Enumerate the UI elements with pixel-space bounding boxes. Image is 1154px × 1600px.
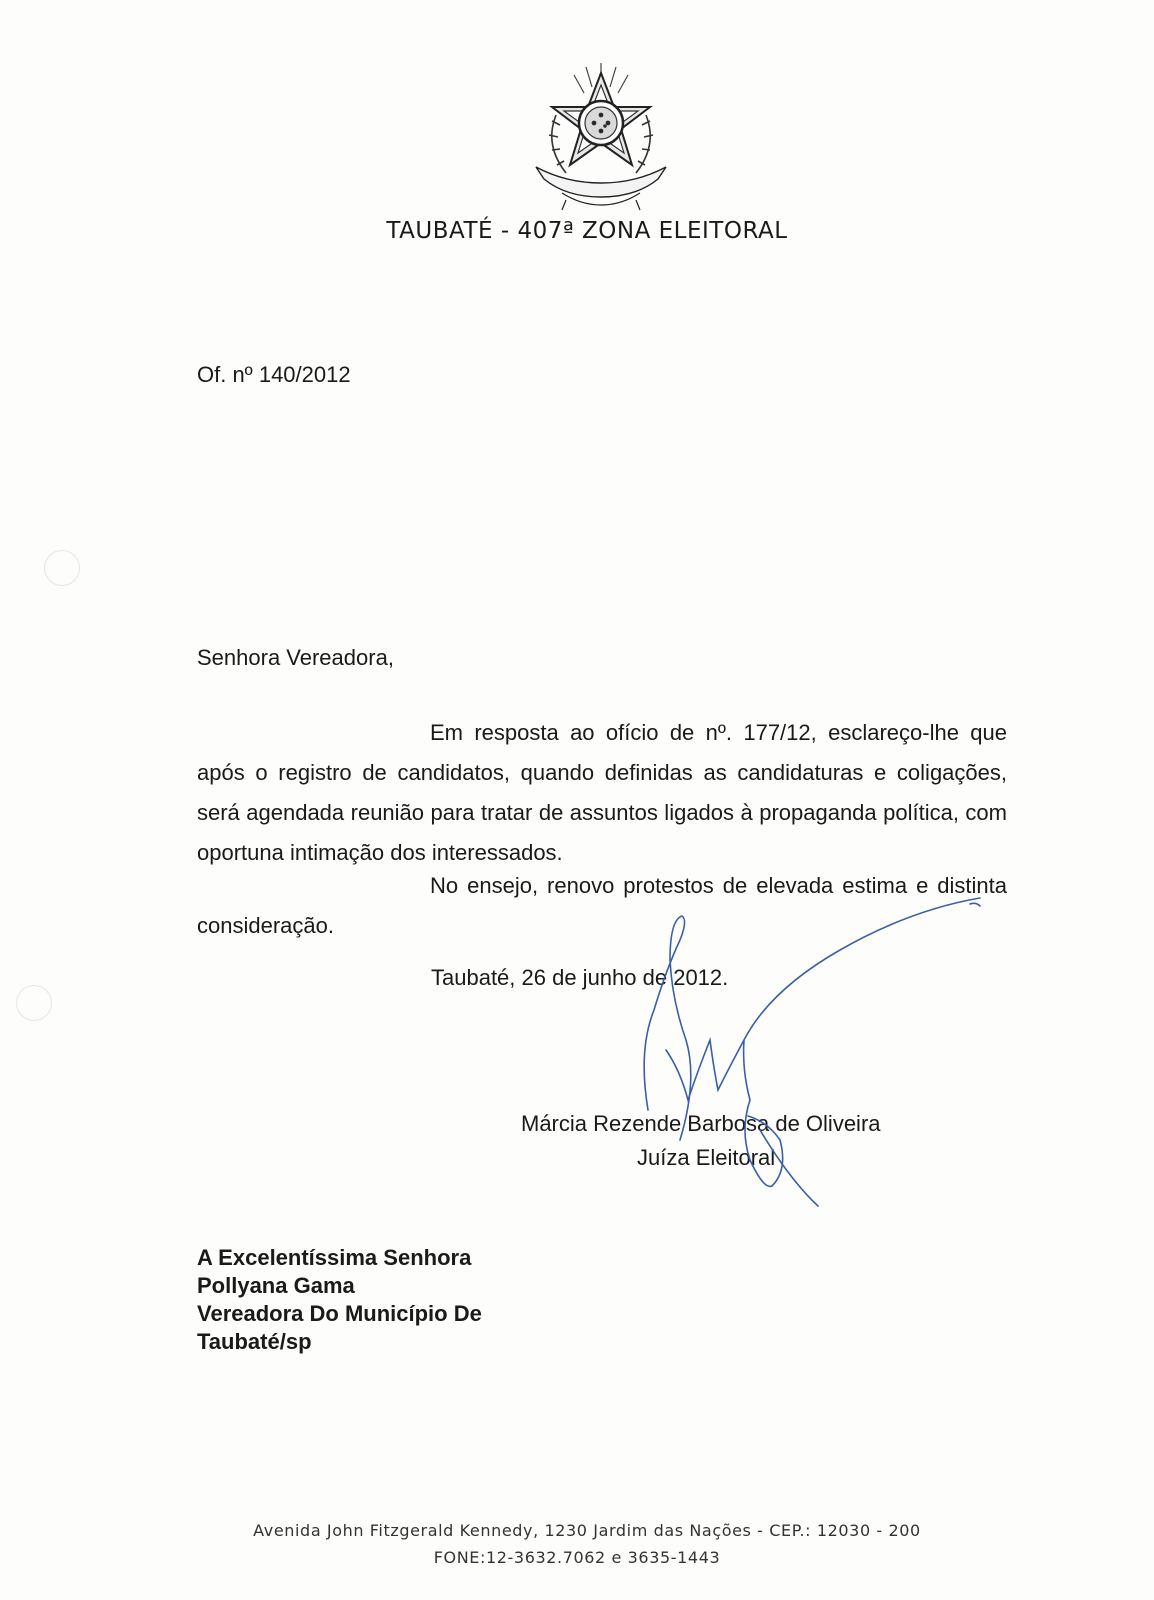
signer-name: Márcia Rezende Barbosa de Oliveira — [521, 1111, 881, 1136]
header-title: TAUBATÉ - 407ª ZONA ELEITORAL — [386, 218, 788, 244]
handwritten-signature — [640, 890, 1020, 1230]
body-paragraph-2: No ensejo, renovo protestos de elevada estima e distinta consideração. — [197, 873, 1007, 938]
date-line: Taubaté, 26 de junho de 2012. — [431, 965, 729, 990]
addressee-line-4: Taubaté/sp — [197, 1329, 312, 1354]
addressee-line-3: Vereadora Do Município De — [197, 1301, 482, 1326]
footer-address: Avenida John Fitzgerald Kennedy, 1230 Jardim das Nações - CEP.: 12030 - 200 — [253, 1521, 921, 1540]
footer-phone: FONE:12-3632.7062 e 3635-1443 — [433, 1548, 721, 1567]
punch-hole-mark — [44, 550, 80, 586]
punch-hole-mark — [16, 985, 52, 1021]
body-paragraph-1: Em resposta ao ofício de nº. 177/12, esclareço-lhe que após o registro de candidatos, quando definidas as candidaturas e coligações, será agendada reunião para tratar de assuntos ligados à propaganda política, com oportuna intimação dos interessados. — [197, 720, 1007, 865]
coat-of-arms-emblem — [526, 55, 676, 215]
salutation: Senhora Vereadora, — [197, 645, 394, 670]
office-number: Of. nº 140/2012 — [197, 362, 351, 387]
addressee-line-1: A Excelentíssima Senhora — [197, 1245, 472, 1270]
signer-role: Juíza Eleitoral — [637, 1145, 776, 1170]
addressee-line-2: Pollyana Gama — [197, 1273, 355, 1298]
